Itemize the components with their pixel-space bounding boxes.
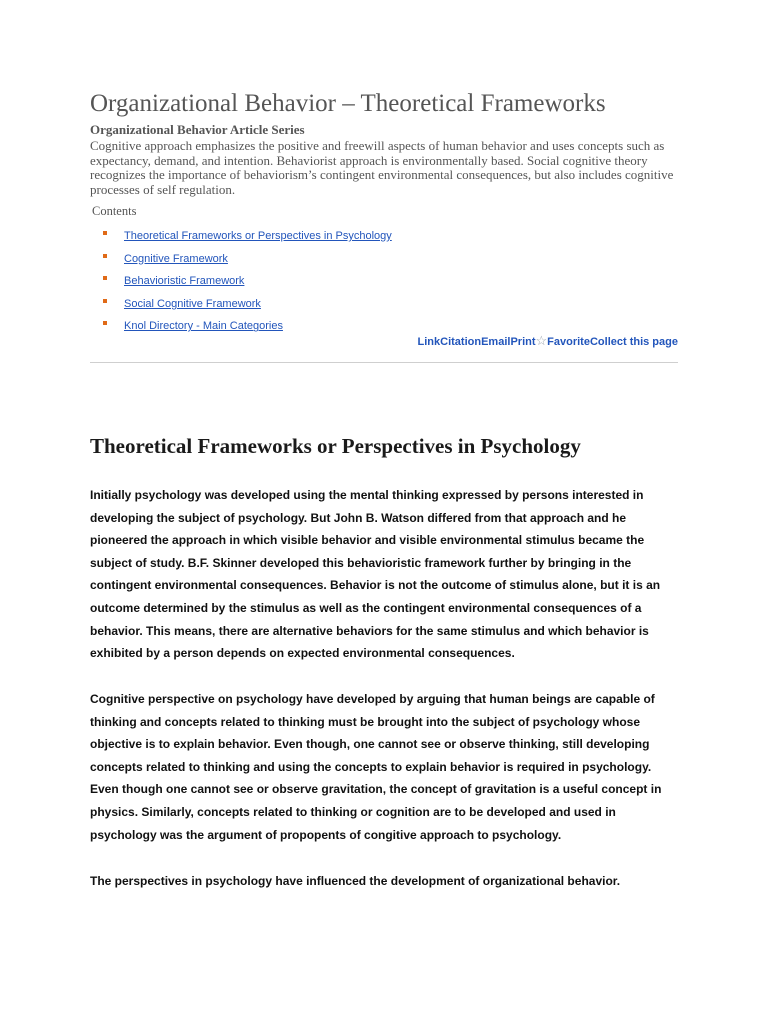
contents-label: Contents — [92, 204, 137, 218]
citation-action[interactable]: Citation — [440, 336, 482, 348]
toc-item — [100, 249, 392, 272]
body-paragraph: Cognitive perspective on psychology have developed by arguing that human beings are capable of thinking and concepts related to thinking must be brought into the subject of psychology whose objective is to explain behavior. Even though, one cannot see or observe thinking, still developing concepts related to thinking and using the concepts to explain behavior is required in psychology. Even though one cannot see or observe gravitation, the concept of gravitation is a useful concept in physics. Similarly, concepts related to thinking or cognition are to be developed and used in psychology was the argument of propopents of congitive approach to psychology. — [90, 692, 662, 842]
section-heading: Theoretical Frameworks or Perspectives in Psychology — [90, 434, 581, 458]
print-action[interactable]: Print — [510, 336, 536, 348]
collect-page-action[interactable]: Collect this page — [589, 336, 678, 348]
bullet-icon — [103, 254, 107, 258]
toc-link-theoretical-frameworks[interactable]: Theoretical Frameworks or Perspectives in Psychology — [124, 230, 392, 242]
table-of-contents — [100, 226, 392, 339]
favorite-action[interactable]: Favorite — [547, 336, 590, 348]
toc-item — [100, 271, 392, 294]
toc-link-social-cognitive-framework[interactable]: Social Cognitive Framework — [124, 297, 261, 310]
bullet-icon — [103, 231, 107, 235]
toc-item — [100, 316, 392, 339]
bullet-icon — [103, 321, 107, 325]
toc-link-behavioristic-framework[interactable]: Behavioristic Framework — [124, 275, 245, 288]
toc-item — [100, 226, 392, 249]
article-intro: Cognitive approach emphasizes the positive and freewill aspects of human behavior and uses concepts such as expectancy, demand, and intention. Behaviorist approach is environmentally based. Social cognitive theory recognizes the importance of behaviorism’s contingent environmental consequences, but also includes cognitive processes of self regulation. — [90, 138, 674, 197]
bullet-icon — [103, 299, 107, 303]
email-action[interactable]: Email — [481, 336, 511, 348]
bullet-icon — [103, 276, 107, 280]
series-label: Organizational Behavior Article Series — [90, 122, 305, 137]
article-title: Organizational Behavior – Theoretical Frameworks — [90, 90, 606, 117]
star-icon[interactable]: ☆ — [535, 333, 548, 348]
toc-link-knol-directory[interactable]: Knol Directory - Main Categories — [124, 320, 283, 333]
divider — [90, 362, 678, 363]
page-actions — [418, 334, 678, 349]
body-paragraph: Initially psychology was developed using the mental thinking expressed by persons interested in developing the subject of psychology. But John B. Watson differed from that approach and he pioneered the approach in which visible behavior and visible environmental stimulus became the subject of study. B.F. Skinner developed this behavioristic framework further by bringing in the contingent environmental consequences. Behavior is not the outcome of stimulus alone, but it is an outcome determined by the stimulus as well as the contingent environmental consequences of a behavior. This means, there are alternative behaviors for the same stimulus and which behavior is exhibited by a person depends on expected environmental consequences. — [90, 488, 661, 661]
body-paragraph: The perspectives in psychology have influenced the development of organizational behavior. — [90, 874, 621, 888]
toc-link-cognitive-framework[interactable]: Cognitive Framework — [124, 252, 228, 265]
toc-item — [100, 294, 392, 317]
link-action[interactable]: Link — [417, 336, 441, 348]
